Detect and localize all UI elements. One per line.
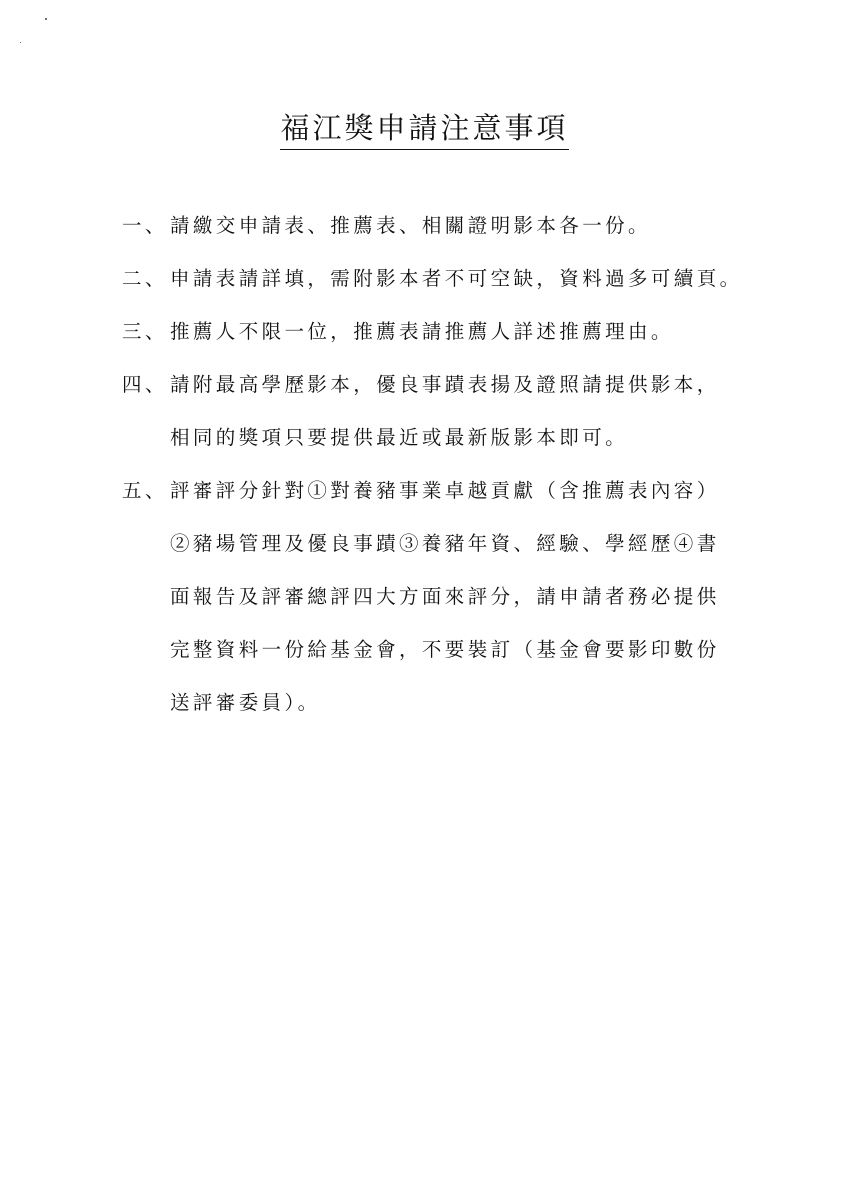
item-number: 一、 [122,214,168,237]
item-text: 請附最高學歷影本，優良事蹟表揚及證照請提供影本， [170,373,720,396]
list-item-continuation [122,687,732,740]
scan-speck [20,42,21,43]
notice-list [122,210,743,740]
document-title-wrapper [0,108,849,150]
list-item-continuation [122,422,732,475]
item-text: 申請表請詳填，需附影本者不可空缺，資料過多可續頁。 [170,267,743,290]
item-number: 五、 [122,479,168,502]
item-text: 面報告及評審總評四大方面來評分，請申請者務必提供 [170,585,720,608]
item-text: 評審評分針對①對養豬事業卓越貢獻（含推薦表內容） [170,479,720,502]
list-item [122,475,732,528]
list-item-continuation [122,528,732,581]
item-text: 完整資料一份給基金會，不要裝訂（基金會要影印數份 [170,638,720,661]
item-text: 送評審委員）。 [170,691,321,714]
list-item [122,263,743,316]
item-text: ②豬場管理及優良事蹟③養豬年資、經驗、學經歷④書 [170,532,720,555]
item-text: 請繳交申請表、推薦表、相關證明影本各一份。 [170,214,651,237]
scan-speck [45,18,47,20]
list-item-continuation [122,581,732,634]
item-number: 三、 [122,320,168,343]
list-item [122,369,732,422]
document-title: 福江獎申請注意事項 [280,108,568,150]
item-text: 相同的獎項只要提供最近或最新版影本即可。 [170,426,629,449]
list-item [122,210,732,263]
list-item [122,316,732,369]
item-number: 四、 [122,373,168,396]
list-item-continuation [122,634,732,687]
item-number: 二、 [122,267,168,290]
item-text: 推薦人不限一位，推薦表請推薦人詳述推薦理由。 [170,320,674,343]
